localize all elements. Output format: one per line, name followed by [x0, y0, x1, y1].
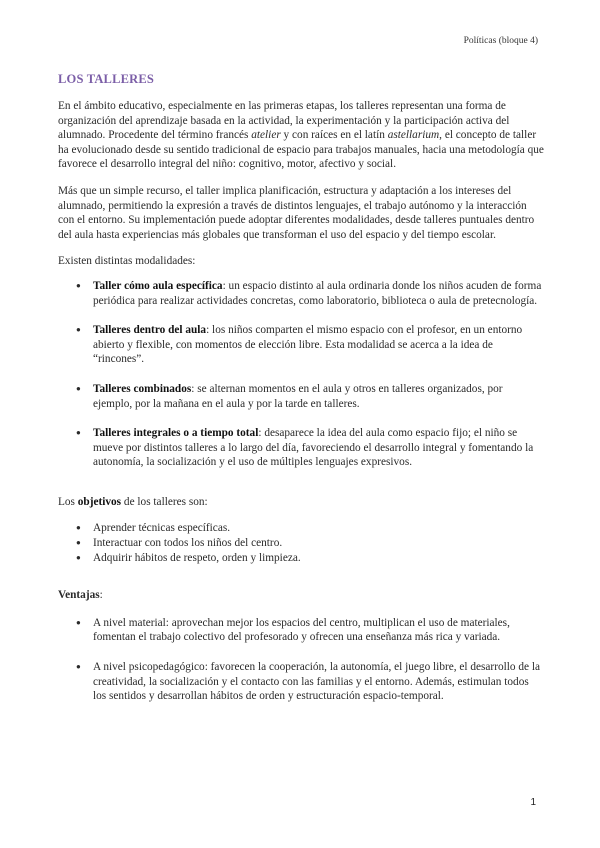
item-heading: Taller cómo aula específica: [93, 279, 223, 292]
list-item: ● A nivel material: aprovechan mejor los espacios del centro, multiplican el uso de materiales, fomentan el trabajo colectivo del profesorado y ofrecen una enseñanza más rica y variada.: [58, 616, 544, 645]
list-item: ● A nivel psicopedagógico: favorecen la cooperación, la autonomía, el juego libre, el desarrollo de la creatividad, la socialización y el contacto con las familias y el entorno. Además, estimulan todos los sentidos y desarrollan hábitos de orden y estructuración espacio-temporal.: [58, 660, 544, 704]
text-run: y con raíces en el latín: [280, 129, 388, 142]
heading-text: Ventajas: [58, 589, 100, 602]
objetivos-intro: [58, 495, 544, 510]
italic-term: astellarium: [387, 129, 440, 142]
heading-colon: :: [99, 589, 103, 602]
item-heading: Talleres dentro del aula: [93, 324, 207, 337]
objetivos-list: [58, 521, 544, 565]
list-item: [58, 426, 544, 470]
text-run: Los: [58, 495, 78, 508]
running-header: Políticas (bloque 4): [463, 36, 538, 46]
item-text: : se alternan momentos en el aula y otros en talleres organizados, por ejemplo, por la mañana en el aula y por la tarde en talleres.: [93, 382, 503, 410]
item-text: : los niños comparten el mismo espacio con el profesor, en un entorno abierto y flexible, con momentos de elección libre. Esta modalidad se acerca a la idea de “rincones”.: [93, 324, 523, 366]
second-paragraph: Más que un simple recurso, el taller implica planificación, estructura y adaptación a los intereses del alumnado, permitiendo la expresión a través de distintos lenguajes, el trabajo autónomo y la interacción con el entorno. Su implementación puede adoptar diferentes modalidades, desde talleres puntuales dentro del aula hasta experiencias más globales que transforman el uso del espacio y del tiempo escolar.: [58, 184, 535, 241]
document-body: [58, 99, 544, 719]
page-number: 1: [530, 797, 536, 808]
list-item: ● Adquirir hábitos de respeto, orden y limpieza.: [58, 551, 544, 566]
bold-term: objetivos: [77, 495, 122, 508]
list-item: [58, 382, 544, 411]
list-item: [58, 279, 544, 308]
item-text: : un espacio distinto al aula ordinaria donde los niños acuden de forma periódica para realizar actividades concretas, como laboratorio, biblioteca o aula de pretecnología.: [93, 279, 542, 307]
item-heading: Talleres combinados: [93, 382, 192, 395]
modalidades-intro: Existen distintas modalidades:: [58, 255, 196, 268]
text-run: En el ámbito educativo, especialmente en las primeras etapas, los talleres representan una forma de organización del aprendizaje basada en la actividad, la experimentación y la participación activa del alumnado. Procedente del término francés: [58, 100, 510, 142]
intro-paragraph: [58, 99, 544, 172]
text-run: , el concepto de taller ha evolucionado desde su sentido tradicional de espacio para trabajos manuales, hacia una metodología que favorece el desarrollo integral del niño: cognitivo, motor, afectivo y social.: [58, 129, 544, 171]
section-title: LOS TALLERES: [58, 72, 155, 86]
ventajas-heading: [58, 588, 544, 603]
list-item: ● Aprender técnicas específicas.: [58, 521, 544, 536]
item-heading: Talleres integrales o a tiempo total: [93, 427, 259, 440]
italic-term: atelier: [251, 129, 281, 142]
text-run: de los talleres son:: [121, 495, 208, 508]
list-item: ● Interactuar con todos los niños del centro.: [58, 536, 544, 551]
ventajas-list: [58, 616, 544, 704]
list-item: [58, 323, 544, 367]
modalidades-list: [58, 279, 544, 470]
item-text: : desaparece la idea del aula como espacio fijo; el niño se mueve por distintos talleres a lo largo del día, favoreciendo el desarrollo integral y fomentando la autonomía, la socialización y el uso de múltiples lenguajes expresivos.: [93, 427, 534, 469]
